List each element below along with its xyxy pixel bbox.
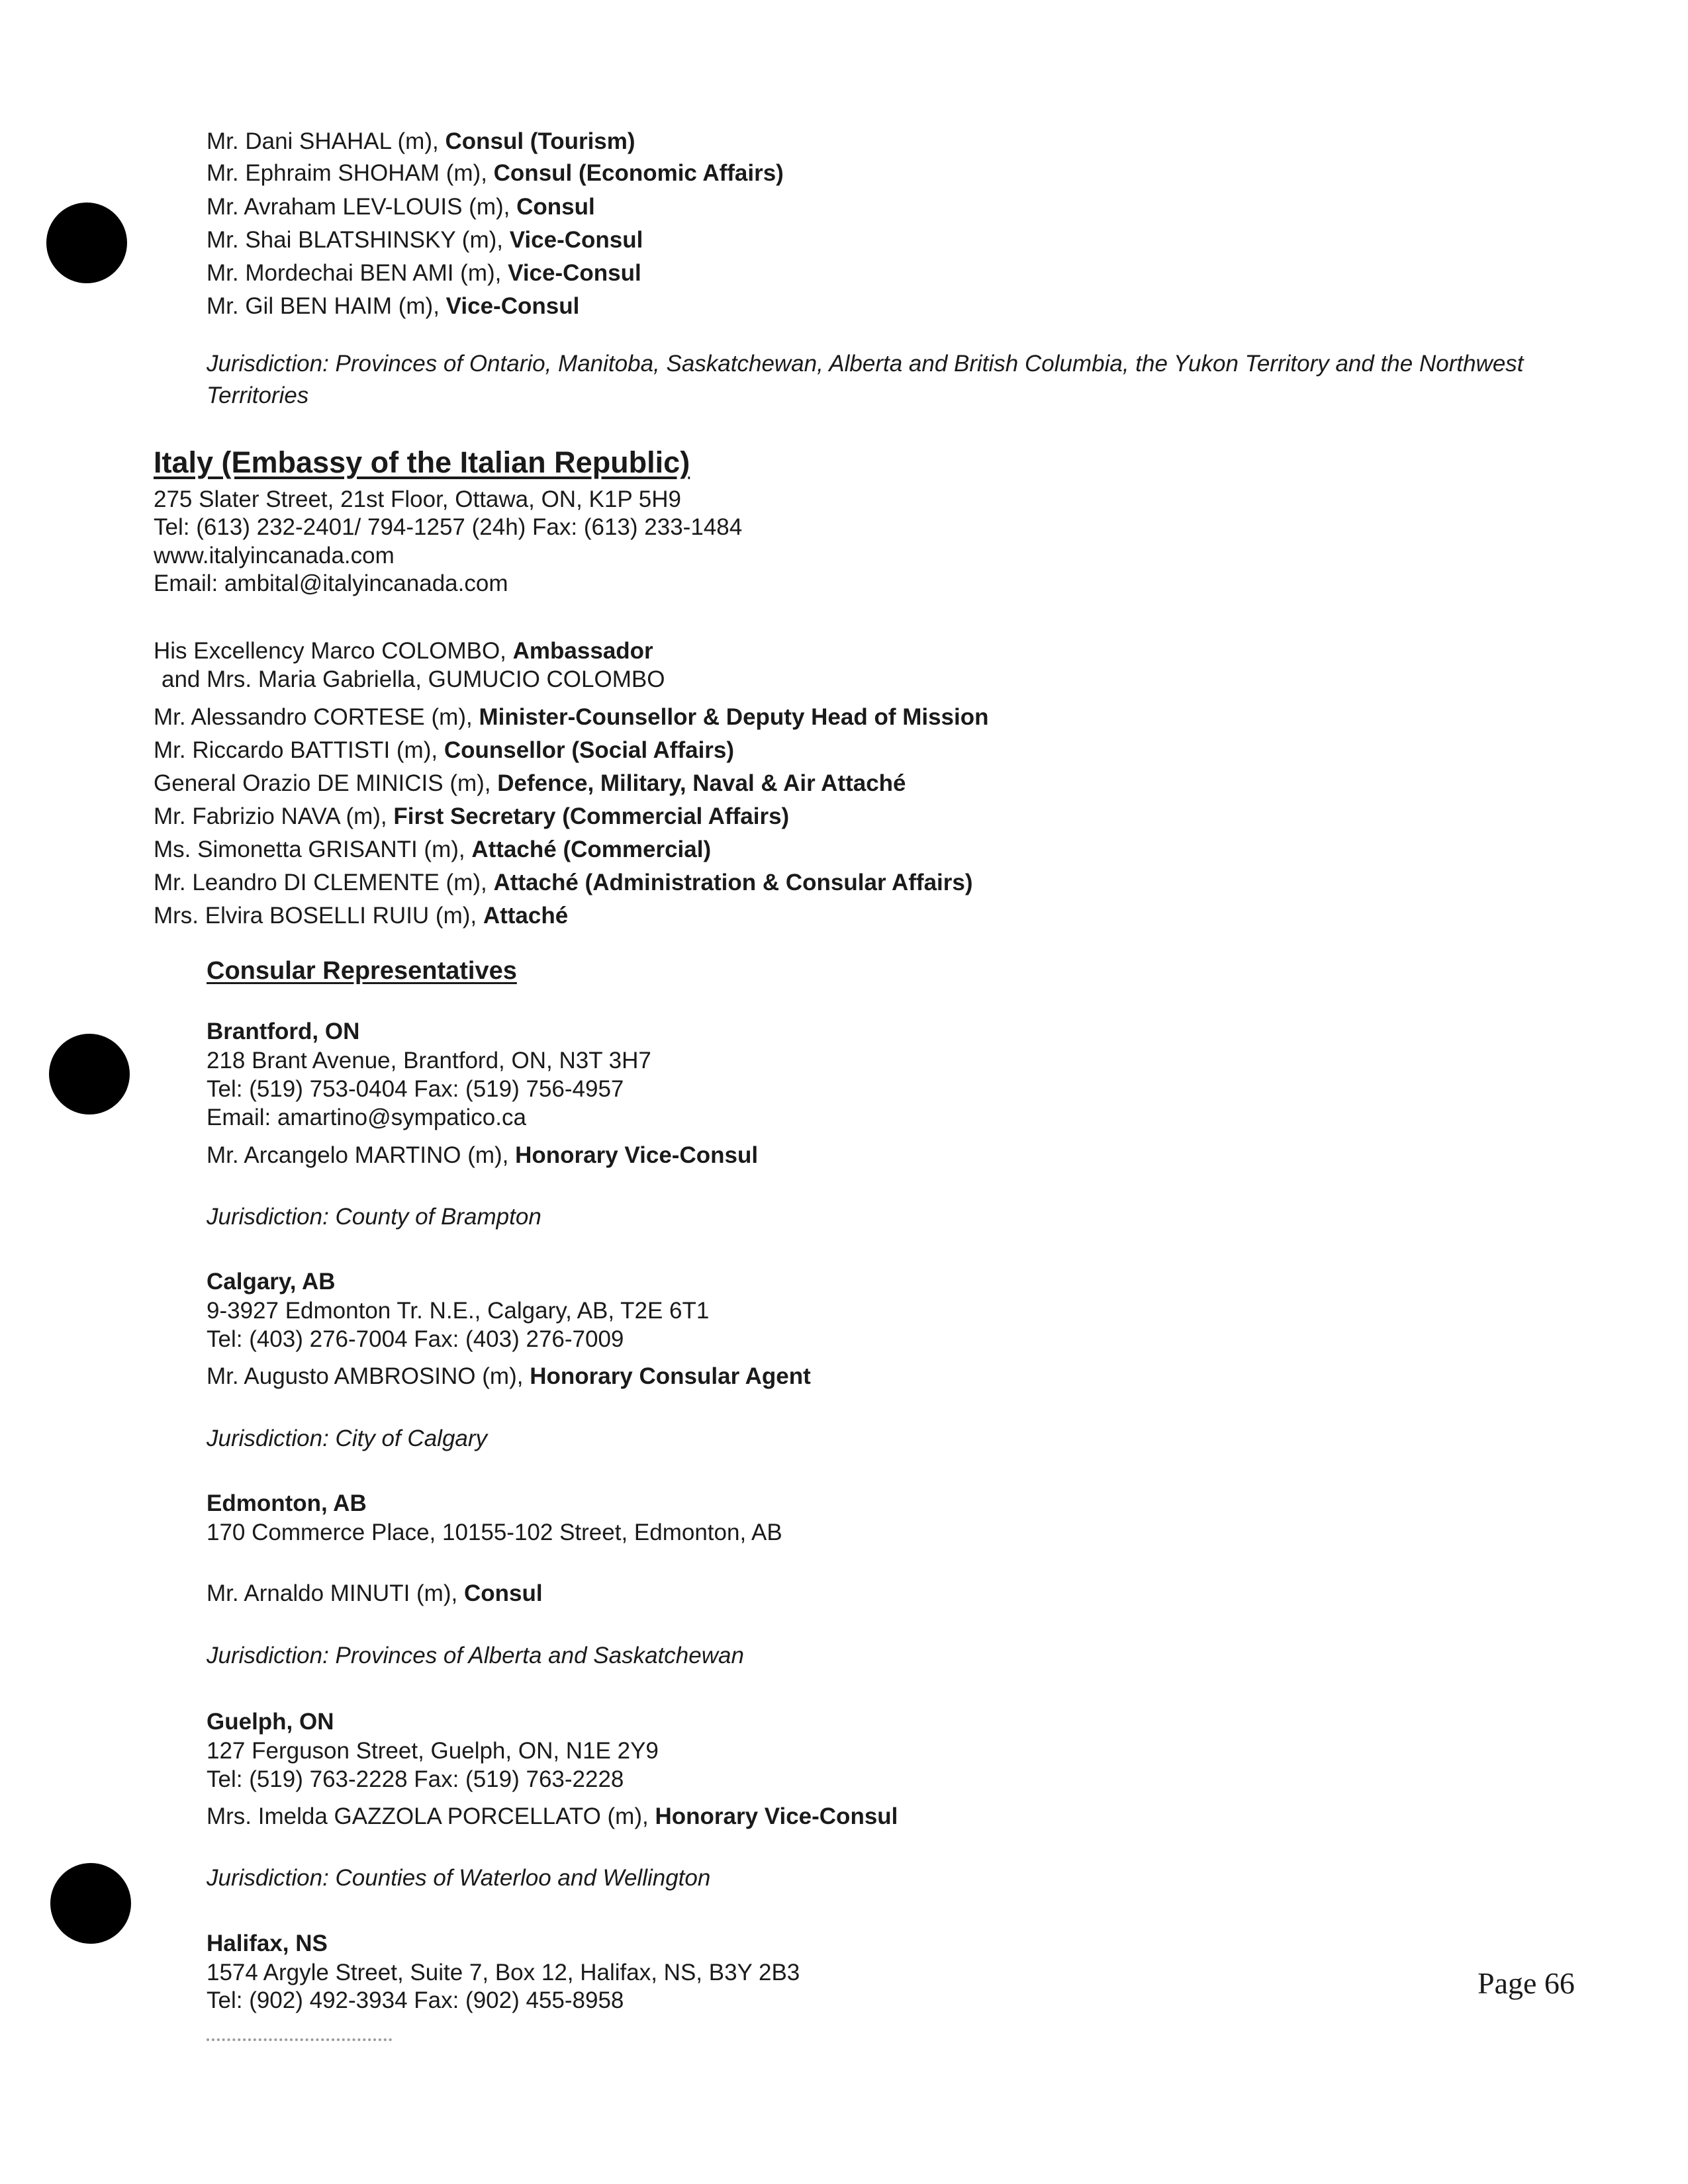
jurisdiction-text: Jurisdiction: Counties of Waterloo and Wellington — [207, 1865, 711, 1891]
person-title: Consul (Tourism) — [445, 128, 635, 154]
person-name: Mr. Alessandro CORTESE (m), — [154, 704, 473, 730]
jurisdiction-text: Jurisdiction: Provinces of Ontario, Manitoba, Saskatchewan, Alberta and British Columbia, the Yukon Territory and the Northwest Territories — [207, 351, 1524, 408]
punch-hole-middle — [49, 1034, 130, 1115]
consulate-rep — [207, 1579, 543, 1608]
jurisdiction-text: Jurisdiction: County of Brampton — [207, 1204, 541, 1230]
person-name: Mr. Leandro DI CLEMENTE (m), — [154, 870, 487, 895]
person-title: Attaché — [483, 903, 569, 929]
consul-entry — [207, 226, 643, 255]
person-title: Attaché (Administration & Consular Affairs) — [493, 870, 973, 895]
person-title: First Secretary (Commercial Affairs) — [393, 803, 790, 829]
person-title: Ambassador — [512, 638, 653, 664]
person-title: Honorary Vice-Consul — [515, 1142, 759, 1168]
person-name: Ms. Simonetta GRISANTI (m), — [154, 837, 465, 862]
consulate-address: 1574 Argyle Street, Suite 7, Box 12, Halifax, NS, B3Y 2B3 — [207, 1960, 800, 1985]
consulate-city: Edmonton, AB — [207, 1490, 367, 1516]
consul-entry — [207, 127, 635, 156]
consulate-city: Brantford, ON — [207, 1019, 360, 1044]
staff-entry — [154, 835, 711, 864]
consulate-address: 127 Ferguson Street, Guelph, ON, N1E 2Y9 — [207, 1738, 659, 1764]
person-title: Counsellor (Social Affairs) — [444, 737, 735, 763]
consulate-city: Calgary, AB — [207, 1269, 336, 1295]
consulate-phone: Tel: (519) 763-2228 Fax: (519) 763-2228 — [207, 1766, 624, 1792]
consulate-city: Guelph, ON — [207, 1709, 334, 1735]
consulate-address: 9-3927 Edmonton Tr. N.E., Calgary, AB, T2E 6T1 — [207, 1298, 710, 1324]
person-name: Mr. Shai BLATSHINSKY (m), — [207, 227, 503, 253]
person-title: Minister-Counsellor & Deputy Head of Mission — [479, 704, 989, 730]
person-title: Honorary Consular Agent — [530, 1363, 811, 1389]
consul-entry — [207, 193, 595, 222]
staff-entry — [154, 802, 789, 831]
person-title: Consul — [463, 1580, 543, 1606]
consulate-address: 218 Brant Avenue, Brantford, ON, N3T 3H7 — [207, 1048, 651, 1073]
jurisdiction-text: Jurisdiction: Provinces of Alberta and Saskatchewan — [207, 1643, 744, 1668]
person-name: Mr. Ephraim SHOHAM (m), — [207, 160, 487, 186]
person-name: Mr. Avraham LEV-LOUIS (m), — [207, 194, 510, 220]
person-title: Attaché (Commercial) — [471, 837, 712, 862]
person-name: Mr. Riccardo BATTISTI (m), — [154, 737, 438, 763]
section-heading: Consular Representatives — [207, 957, 517, 985]
consulate-email: Email: amartino@sympatico.ca — [207, 1105, 526, 1130]
person-name: Mr. Gil BEN HAIM (m), — [207, 293, 440, 319]
consulate-phone: Tel: (403) 276-7004 Fax: (403) 276-7009 — [207, 1326, 624, 1352]
staff-entry — [154, 703, 989, 732]
person-title: Vice-Consul — [509, 227, 643, 253]
person-title: Consul (Economic Affairs) — [493, 160, 784, 186]
consul-entry — [207, 159, 784, 188]
person-name: Mrs. Imelda GAZZOLA PORCELLATO (m), — [207, 1803, 649, 1829]
staff-entry — [154, 769, 906, 798]
jurisdiction-text: Jurisdiction: City of Calgary — [207, 1426, 488, 1451]
person-name: His Excellency Marco COLOMBO, — [154, 638, 506, 664]
person-title: Vice-Consul — [445, 293, 580, 319]
ambassador-spouse: and Mrs. Maria Gabriella, GUMUCIO COLOMBO — [162, 666, 665, 692]
person-name: Mr. Augusto AMBROSINO (m), — [207, 1363, 524, 1389]
embassy-website: www.italyincanada.com — [154, 543, 395, 569]
person-name: Mr. Mordechai BEN AMI (m), — [207, 260, 502, 286]
punch-hole-top — [46, 203, 127, 283]
person-title: Consul — [516, 194, 595, 220]
punch-hole-bottom — [50, 1863, 131, 1944]
consulate-rep — [207, 1141, 758, 1170]
staff-entry — [154, 736, 734, 765]
page-number: Page 66 — [1477, 1966, 1575, 2000]
person-name: Mrs. Elvira BOSELLI RUIU (m), — [154, 903, 477, 929]
consulate-city: Halifax, NS — [207, 1931, 328, 1956]
staff-entry — [154, 901, 568, 931]
person-name: Mr. Fabrizio NAVA (m), — [154, 803, 387, 829]
staff-entry — [154, 868, 973, 897]
country-heading: Italy (Embassy of the Italian Republic) — [154, 445, 690, 479]
consul-entry — [207, 259, 641, 288]
cut-off-text — [207, 2038, 392, 2045]
embassy-phone: Tel: (613) 232-2401/ 794-1257 (24h) Fax: (613) 233-1484 — [154, 514, 743, 540]
consulate-phone: Tel: (519) 753-0404 Fax: (519) 756-4957 — [207, 1076, 624, 1102]
person-title: Honorary Vice-Consul — [655, 1803, 898, 1829]
person-title: Defence, Military, Naval & Air Attaché — [497, 770, 906, 796]
person-name: Mr. Arcangelo MARTINO (m), — [207, 1142, 509, 1168]
consulate-rep — [207, 1362, 811, 1391]
ambassador-entry — [154, 637, 653, 666]
consulate-rep — [207, 1802, 898, 1831]
embassy-address: 275 Slater Street, 21st Floor, Ottawa, ON, K1P 5H9 — [154, 486, 681, 512]
person-name: General Orazio DE MINICIS (m), — [154, 770, 491, 796]
consulate-phone: Tel: (902) 492-3934 Fax: (902) 455-8958 — [207, 1987, 624, 2013]
person-title: Vice-Consul — [508, 260, 641, 286]
person-name: Mr. Arnaldo MINUTI (m), — [207, 1580, 458, 1606]
person-name: Mr. Dani SHAHAL (m), — [207, 128, 439, 154]
embassy-email: Email: ambital@italyincanada.com — [154, 570, 508, 596]
consulate-address: 170 Commerce Place, 10155-102 Street, Edmonton, AB — [207, 1520, 782, 1545]
consul-entry — [207, 292, 579, 321]
